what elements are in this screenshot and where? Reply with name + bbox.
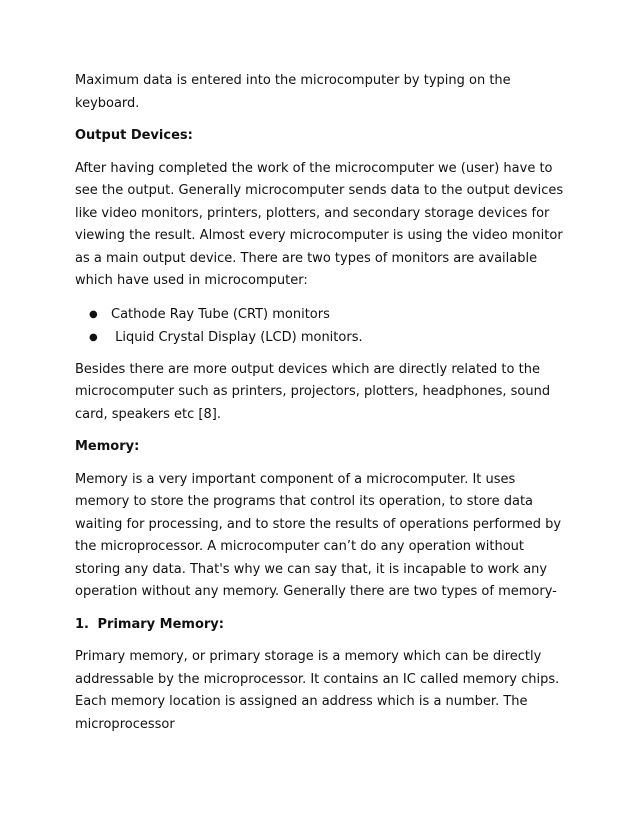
primary-memory-paragraph: Primary memory, or primary storage is a memory which can be directly addressable by the microprocessor. It contains an IC called memory chips. Each memory location is assigned an address which is a number. The microprocessor <box>75 649 560 732</box>
primary-memory-heading <box>75 614 565 637</box>
bullet-icon: ● <box>89 308 98 320</box>
list-item-text: Liquid Crystal Display (LCD) monitors. <box>111 329 363 345</box>
list-item <box>75 303 565 326</box>
output-devices-heading: Output Devices: <box>75 128 193 143</box>
output-devices-closing: Besides there are more output devices which are directly related to the microcomputer such as printers, projectors, plotters, headphones, sound card, speakers etc [8]. <box>75 361 551 422</box>
document-page <box>75 70 565 746</box>
output-devices-paragraph: After having completed the work of the microcomputer we (user) have to see the output. Generally microcomputer sends data to the output devices like video monitors, printers, plotters, and secondary storage devices for viewing the result. Almost every microcomputer is using the video monitor as a main output device. There are two types of monitors are available which have used in microcomputer: <box>75 160 564 288</box>
list-item-text: Cathode Ray Tube (CRT) monitors <box>111 306 330 322</box>
list-item <box>75 326 565 349</box>
monitor-types-list <box>75 303 565 349</box>
memory-heading: Memory: <box>75 439 140 454</box>
memory-paragraph: Memory is a very important component of a microcomputer. It uses memory to store the programs that control its operation, to store data waiting for processing, and to store the results of operations performed by the microprocessor. A microcomputer can’t do any operation without storing any data. That's why we can say that, it is incapable to work any operation without any memory. Generally there are two types of memory- <box>75 471 562 599</box>
section-number: 1. <box>75 616 89 632</box>
primary-memory-heading-text: Primary Memory: <box>97 616 224 632</box>
bullet-icon: ● <box>89 331 98 343</box>
intro-line: Maximum data is entered into the microcomputer by typing on the keyboard. <box>75 73 511 111</box>
